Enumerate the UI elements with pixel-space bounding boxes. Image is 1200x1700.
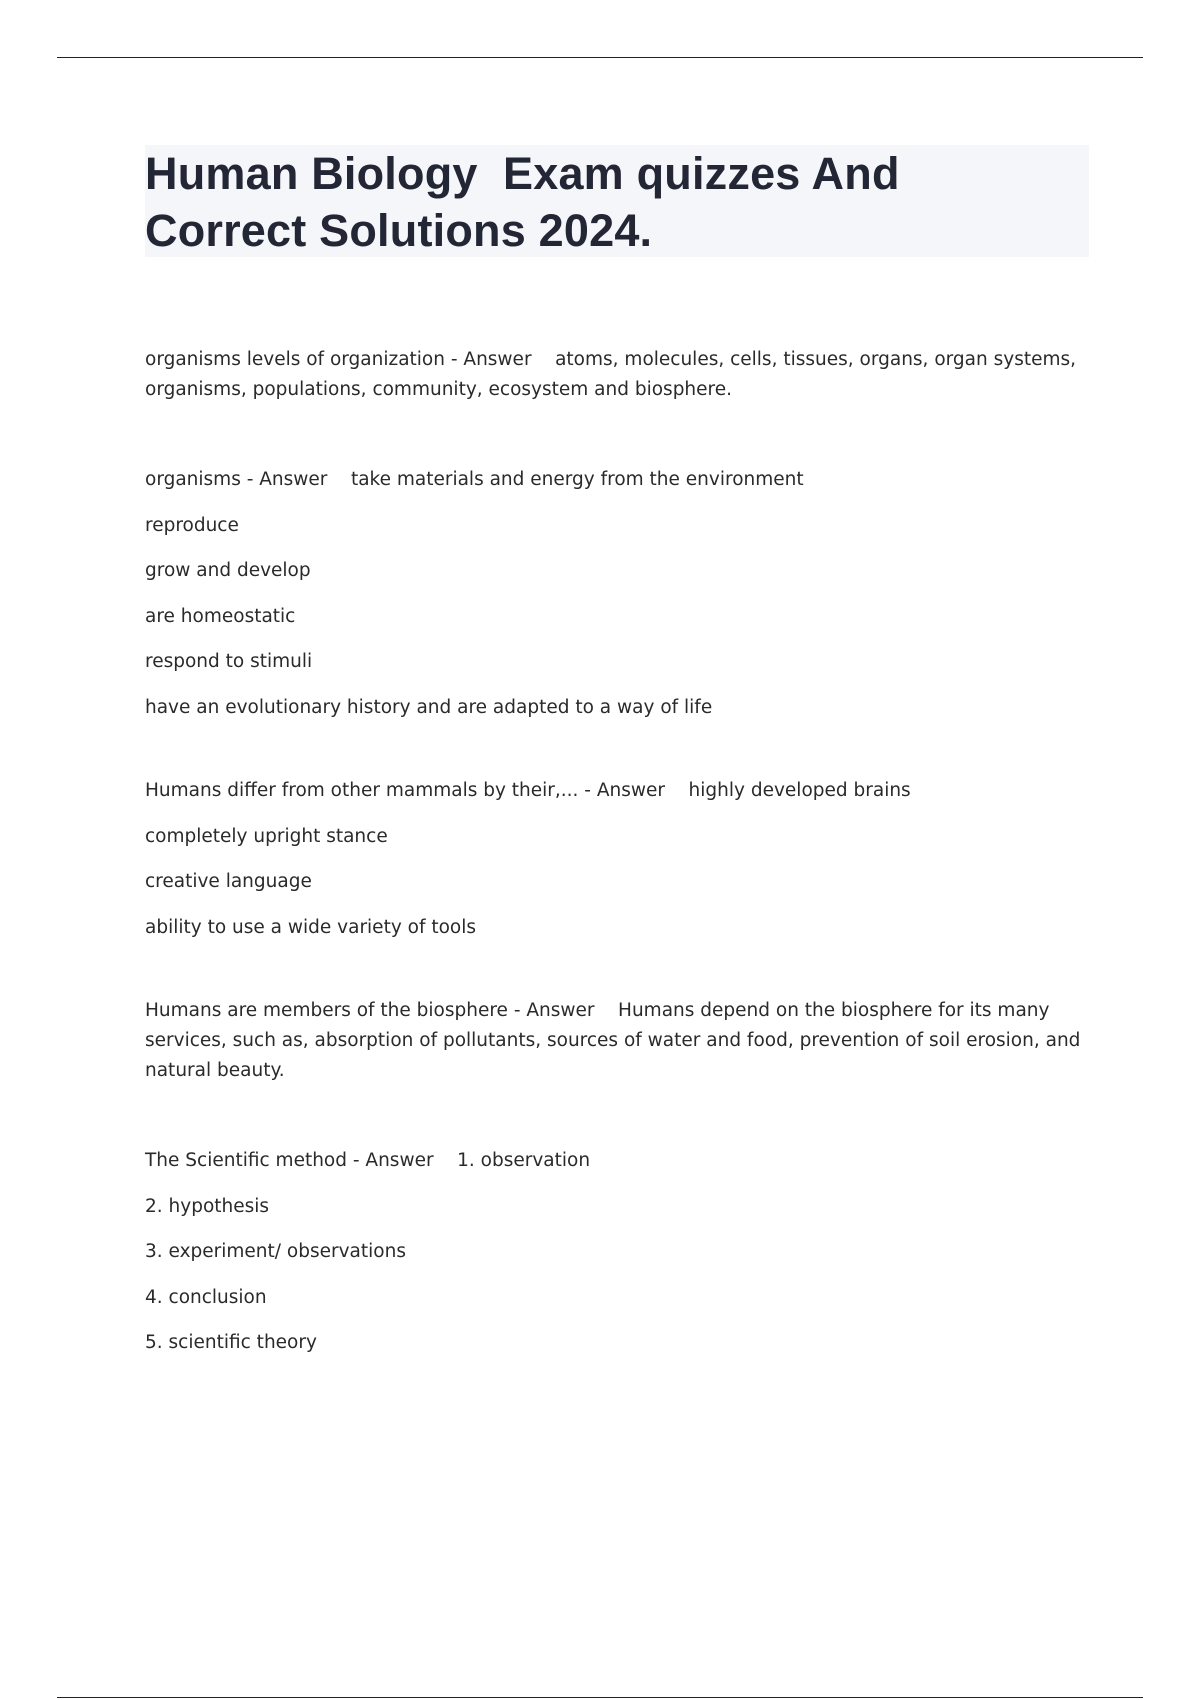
answer-text-continued: services, such as, absorption of pollutants, sources of water and food, prevention of soil erosion, and xyxy=(145,1030,1081,1051)
question-text: organisms - Answer xyxy=(145,469,328,490)
answer-line: 3. experiment/ observations xyxy=(145,1241,406,1262)
answer-line: 4. conclusion xyxy=(145,1286,267,1308)
title-line-2: Correct Solutions 2024. xyxy=(145,205,653,256)
answer-text: Humans depend on the biosphere for its many xyxy=(618,1000,1050,1021)
title-box xyxy=(145,145,1089,257)
qa-block-humans-differ xyxy=(145,776,1089,958)
answer-line: 2. hypothesis xyxy=(145,1195,270,1217)
qa-first-line xyxy=(145,1146,1089,1192)
answer-line: creative language xyxy=(145,871,312,892)
qa-paragraph xyxy=(145,996,1089,1086)
footer-rule xyxy=(57,1697,1143,1698)
answer-line: reproduce xyxy=(145,514,239,536)
answer-line: completely upright stance xyxy=(145,825,388,847)
qa-paragraph xyxy=(145,345,1089,405)
header-rule xyxy=(57,57,1143,58)
answer-text-continued: natural beauty. xyxy=(145,1060,285,1081)
page-title xyxy=(145,145,1089,259)
qa-first-line xyxy=(145,776,1089,822)
answer-line: ability to use a wide variety of tools xyxy=(145,916,477,938)
answer-text: highly developed brains xyxy=(688,780,911,801)
answer-line: grow and develop xyxy=(145,560,311,581)
qa-block-scientific-method xyxy=(145,1146,1089,1374)
question-text: The Scientific method - Answer xyxy=(145,1150,434,1171)
qa-block-organisms xyxy=(145,465,1089,738)
question-text: Humans are members of the biosphere - Answer xyxy=(145,1000,595,1021)
qa-block-levels-of-organization xyxy=(145,345,1089,405)
answer-text: atoms, molecules, cells, tissues, organs, organ systems, xyxy=(555,349,1077,370)
question-text: Humans differ from other mammals by their,... - Answer xyxy=(145,780,666,801)
title-line-1: Human Biology Exam quizzes And xyxy=(145,148,900,199)
answer-text: 1. observation xyxy=(457,1150,591,1171)
document-body xyxy=(145,345,1089,1434)
answer-line: have an evolutionary history and are adapted to a way of life xyxy=(145,696,713,718)
question-text: organisms levels of organization - Answer xyxy=(145,349,532,370)
answer-text-continued: organisms, populations, community, ecosystem and biosphere. xyxy=(145,379,733,400)
answer-line: are homeostatic xyxy=(145,605,296,627)
answer-line: 5. scientific theory xyxy=(145,1332,317,1353)
qa-block-biosphere xyxy=(145,996,1089,1086)
qa-first-line xyxy=(145,465,1089,511)
answer-line: respond to stimuli xyxy=(145,651,313,672)
answer-text: take materials and energy from the environment xyxy=(350,469,804,490)
